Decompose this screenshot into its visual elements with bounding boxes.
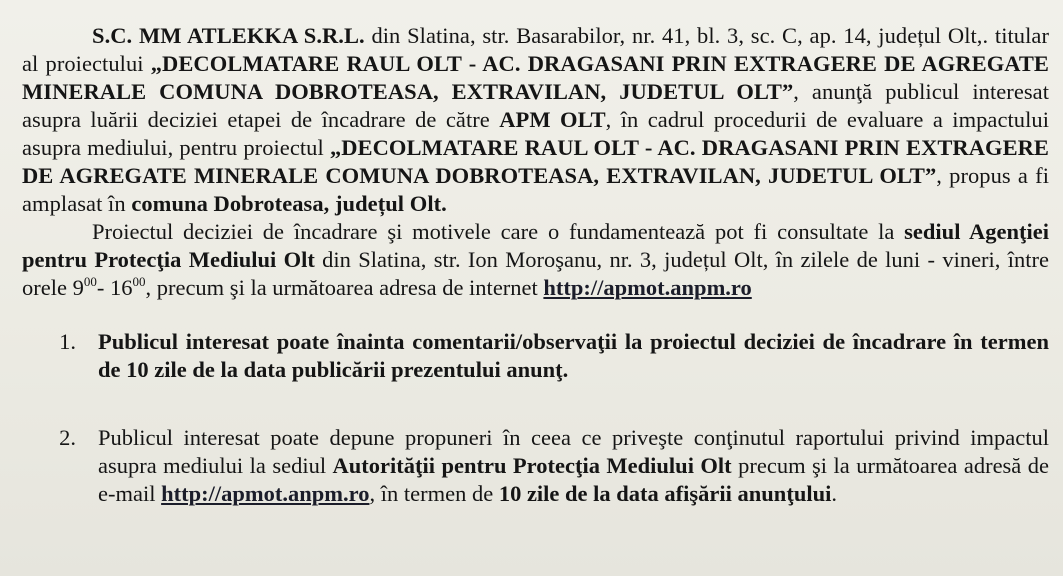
closing-punctuation: . <box>831 481 837 506</box>
list-item-text <box>98 424 1049 508</box>
list-item-text <box>98 328 1049 384</box>
list-item <box>22 424 1049 508</box>
comment-deadline-text: Publicul interesat poate înainta comentarii/observaţii la proiectul deciziei de încadrare în termen de 10 zile de la data publicării prezentului anunţ. <box>98 329 1049 382</box>
consultation-paragraph <box>22 218 1049 302</box>
list-item <box>22 328 1049 384</box>
deadline-intro-text: , în termen de <box>369 481 499 506</box>
procedure-text: , în cadrul procedurii de evaluare a impactului asupra mediului, pentru proiectul <box>22 107 1050 160</box>
announcement-paragraph <box>22 22 1049 218</box>
proposal-text: Publicul interesat poate depune propuneri în ceea ce priveşte conţinutul raportului privind impactul asupra mediului la sediul <box>98 425 1049 478</box>
hour-start: 9 <box>72 275 84 300</box>
location-intro-text: , propus a fi amplasat în <box>22 163 1049 216</box>
email-intro-text: precum şi la următoarea adresă de e-mail <box>98 453 1049 506</box>
authority-full-name: Autorităţii pentru Protecţia Mediului Olt <box>332 453 732 478</box>
email-link[interactable]: http://apmot.anpm.ro <box>161 481 370 506</box>
proposal-deadline: 10 zile de la data afişării anunţului <box>498 481 832 506</box>
authority-name: APM OLT <box>499 107 606 132</box>
list-number: 1. <box>59 329 76 354</box>
project-name: „DECOLMATARE RAUL OLT - AC. DRAGASANI PRIN EXTRAGERE DE AGREGATE MINERALE COMUNA DOBROTEASA, EXTRAVILAN, JUDETUL OLT” <box>22 51 1049 104</box>
agency-name: sediul Agenţiei pentru Protecţia Mediului Olt <box>22 219 1049 272</box>
internet-intro-text: , precum şi la următoarea adresa de internet <box>145 275 544 300</box>
consultation-text: Proiectul deciziei de încadrare şi motivele care o fundamentează pot fi consultate la <box>92 219 905 244</box>
company-name: S.C. MM ATLEKKA S.R.L. <box>92 23 365 48</box>
instructions-list <box>22 328 1049 508</box>
hour-separator: - <box>96 275 110 300</box>
hour-start-minutes: 00 <box>83 274 97 289</box>
company-address-text: din Slatina, str. Basarabilor, nr. 41, bl. 3, sc. C, ap. 14, județul Olt,. titular al proiectului <box>22 23 1049 76</box>
hour-end: 16 <box>109 275 133 300</box>
announcement-text: , anunţă publicul interesat asupra luării deciziei etapei de încadrare de către <box>22 79 1050 132</box>
agency-address-text: din Slatina, str. Ion Moroşanu, nr. 3, județul Olt, în zilele de luni - vineri, între orele <box>22 247 1049 300</box>
project-location: comuna Dobroteasa, județul Olt. <box>131 191 447 216</box>
hour-end-minutes: 00 <box>132 274 146 289</box>
project-name-repeat: „DECOLMATARE RAUL OLT - AC. DRAGASANI PRIN EXTRAGERE DE AGREGATE MINERALE COMUNA DOBROTEASA, EXTRAVILAN, JUDETUL OLT” <box>22 135 1049 188</box>
list-number: 2. <box>59 425 76 450</box>
website-link[interactable]: http://apmot.anpm.ro <box>543 275 752 300</box>
